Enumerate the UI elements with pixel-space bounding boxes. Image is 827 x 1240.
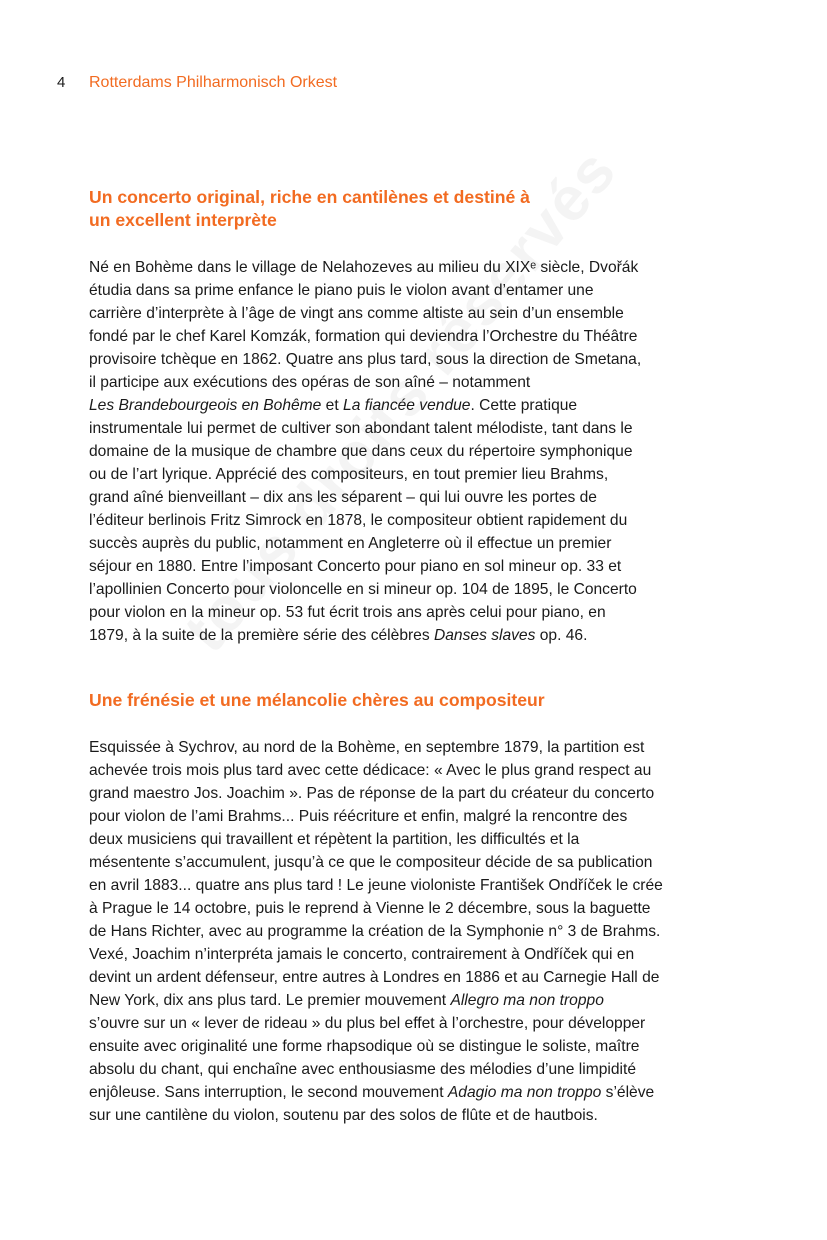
text-fragment: et [321,397,344,414]
work-title: Danses slaves [434,627,536,644]
text-line: ou de l’art lyrique. Apprécié des compositeurs, en tout premier lieu Brahms, [89,466,609,483]
text-line: pour violon en la mineur op. 53 fut écrit trois ans après celui pour piano, en [89,604,606,621]
text-line: achevée trois mois plus tard avec cette dédicace: « Avec le plus grand respect au [89,762,652,779]
text-line [89,1081,749,1104]
text-line: Vexé, Joachim n’interpréta jamais le concerto, contrairement à Ondříček qui en [89,946,635,963]
text-line: en avril 1883... quatre ans plus tard ! Le jeune violoniste František Ondříček le crée [89,877,663,894]
text-line [89,989,749,1012]
text-fragment: New York, dix ans plus tard. Le premier mouvement [89,992,451,1009]
text-line: Né en Bohème dans le village de Nelahozeves au milieu du XIXᵉ siècle, Dvořák [89,259,639,276]
text-line: Esquissée à Sychrov, au nord de la Bohème, en septembre 1879, la partition est [89,739,645,756]
paragraph-biography [89,256,749,647]
text-line: absolu du chant, qui enchaîne avec enthousiasme des mélodies d’une limpidité [89,1061,636,1078]
text-line: domaine de la musique de chambre que dans ceux du répertoire symphonique [89,443,633,460]
text-line: fondé par le chef Karel Komzák, formation qui deviendra l’Orchestre du Théâtre [89,328,638,345]
opera-title: La fiancée vendue [343,397,471,414]
paragraph-history [89,736,749,1127]
text-fragment: . Cette pratique [470,397,578,414]
text-line: s’ouvre sur un « lever de rideau » du plus bel effet à l’orchestre, pour développer [89,1015,646,1032]
text-line [89,624,749,647]
text-fragment: s’élève [601,1084,655,1101]
text-fragment: op. 46. [535,627,588,644]
text-line: il participe aux exécutions des opéras de son aîné – notamment [89,374,531,391]
text-line: provisoire tchèque en 1862. Quatre ans plus tard, sous la direction de Smetana, [89,351,642,368]
text-line: sur une cantilène du violon, soutenu par des solos de flûte et de hautbois. [89,1107,598,1124]
text-line: l’éditeur berlinois Fritz Simrock en 1878, le compositeur obtient rapidement du [89,512,628,529]
text-line: deux musiciens qui travaillent et répètent la partition, les difficultés et la [89,831,580,848]
text-line: ensuite avec originalité une forme rhapsodique où se distingue le soliste, maître [89,1038,640,1055]
section-heading-frenesie: Une frénésie et une mélancolie chères au compositeur [89,690,545,710]
movement-title: Adagio ma non troppo [447,1084,602,1101]
text-line: l’apollinien Concerto pour violoncelle en si mineur op. 104 de 1895, le Concerto [89,581,637,598]
heading-line: un excellent interprète [89,210,277,230]
text-fragment: enjôleuse. Sans interruption, le second mouvement [89,1084,448,1101]
text-line: mésentente s’accumulent, jusqu’à ce que le compositeur décide de sa publication [89,854,653,871]
opera-title: Les Brandebourgeois en Bohême [89,397,322,414]
page-number: 4 [57,74,66,91]
text-line [89,394,749,417]
text-line: de Hans Richter, avec au programme la création de la Symphonie n° 3 de Brahms. [89,923,661,940]
text-line: grand maestro Jos. Joachim ». Pas de réponse de la part du créateur du concerto [89,785,655,802]
text-line: pour violon de l’ami Brahms... Puis réécriture et enfin, malgré la rencontre des [89,808,628,825]
section-heading-concerto-original [89,186,649,232]
text-line: carrière d’interprète à l’âge de vingt ans comme altiste au sein d’un ensemble [89,305,624,322]
movement-title: Allegro ma non troppo [450,992,604,1009]
text-line: à Prague le 14 octobre, puis le reprend à Vienne le 2 décembre, sous la baguette [89,900,651,917]
text-line: devint un ardent défenseur, entre autres à Londres en 1886 et au Carnegie Hall de [89,969,660,986]
text-line: grand aîné bienveillant – dix ans les séparent – qui lui ouvre les portes de [89,489,597,506]
running-header-title: Rotterdams Philharmonisch Orkest [89,74,338,91]
text-line: séjour en 1880. Entre l’imposant Concerto pour piano en sol mineur op. 33 et [89,558,622,575]
text-line: instrumentale lui permet de cultiver son abondant talent mélodiste, tant dans le [89,420,633,437]
heading-line: Un concerto original, riche en cantilènes et destiné à [89,187,530,207]
text-fragment: 1879, à la suite de la première série des célèbres [89,627,434,644]
text-line: étudia dans sa prime enfance le piano puis le violon avant d’entamer une [89,282,594,299]
text-line: succès auprès du public, notamment en Angleterre où il effectue un premier [89,535,612,552]
